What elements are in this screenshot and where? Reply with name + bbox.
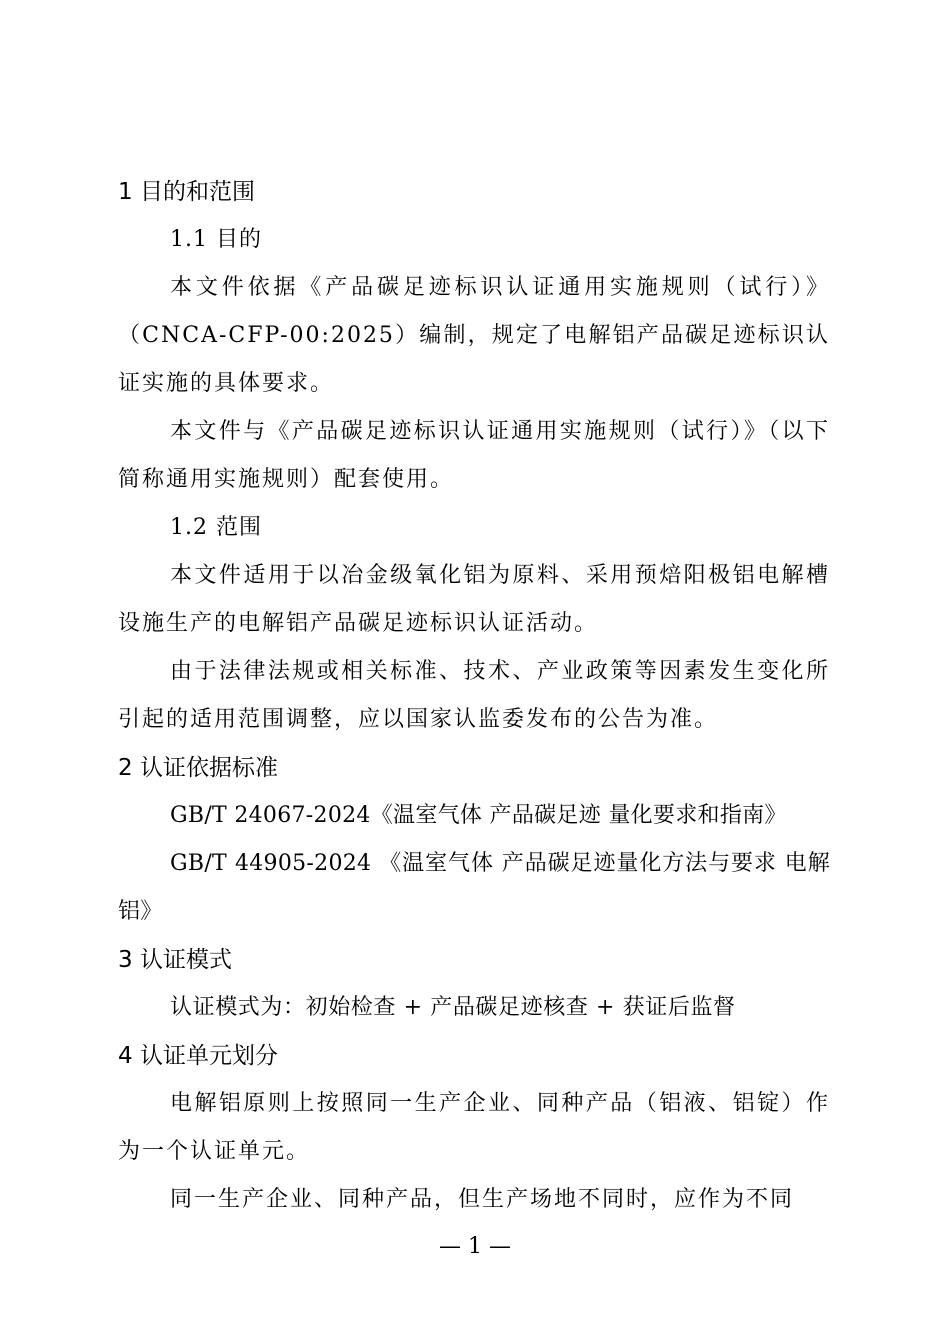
section-2-heading: 2 认证依据标准 (118, 755, 278, 781)
standard-gb-t-44905: GB/T 44905-2024 《温室气体 产品碳足迹量化方法与要求 电解铝》 (118, 851, 830, 924)
section-4-paragraph-2: 同一生产企业、同种产品，但生产场地不同时，应作为不同 (170, 1187, 795, 1212)
document-body (118, 168, 830, 1224)
section-1-2-paragraph-1: 本文件适用于以冶金级氧化铝为原料、采用预焙阳极铝电解槽设施生产的电解铝产品碳足迹标识认证活动。 (118, 563, 830, 636)
section-3-paragraph-1: 认证模式为：初始检查 + 产品碳足迹核查 + 获证后监督 (170, 995, 736, 1020)
section-1-2-heading: 1.2 范围 (170, 515, 262, 540)
section-1-1-paragraph-1: 本文件依据《产品碳足迹标识认证通用实施规则（试行）》（CNCA-CFP-00:2025）编制，规定了电解铝产品碳足迹标识认证实施的具体要求。 (118, 275, 830, 396)
section-1-2-paragraph-2: 由于法律法规或相关标准、技术、产业政策等因素发生变化所引起的适用范围调整，应以国家认监委发布的公告为准。 (118, 659, 830, 732)
standard-gb-t-24067: GB/T 24067-2024《温室气体 产品碳足迹 量化要求和指南》 (170, 803, 787, 828)
section-1-1-paragraph-2: 本文件与《产品碳足迹标识认证通用实施规则（试行）》（以下简称通用实施规则）配套使用。 (118, 419, 830, 492)
section-1-heading: 1 目的和范围 (118, 179, 255, 205)
section-4-paragraph-1: 电解铝原则上按照同一生产企业、同种产品（铝液、铝锭）作为一个认证单元。 (118, 1091, 830, 1164)
section-4-heading: 4 认证单元划分 (118, 1043, 278, 1069)
section-1-1-heading: 1.1 目的 (170, 227, 262, 252)
section-3-heading: 3 认证模式 (118, 947, 232, 973)
page-number: — 1 — (439, 1234, 511, 1259)
